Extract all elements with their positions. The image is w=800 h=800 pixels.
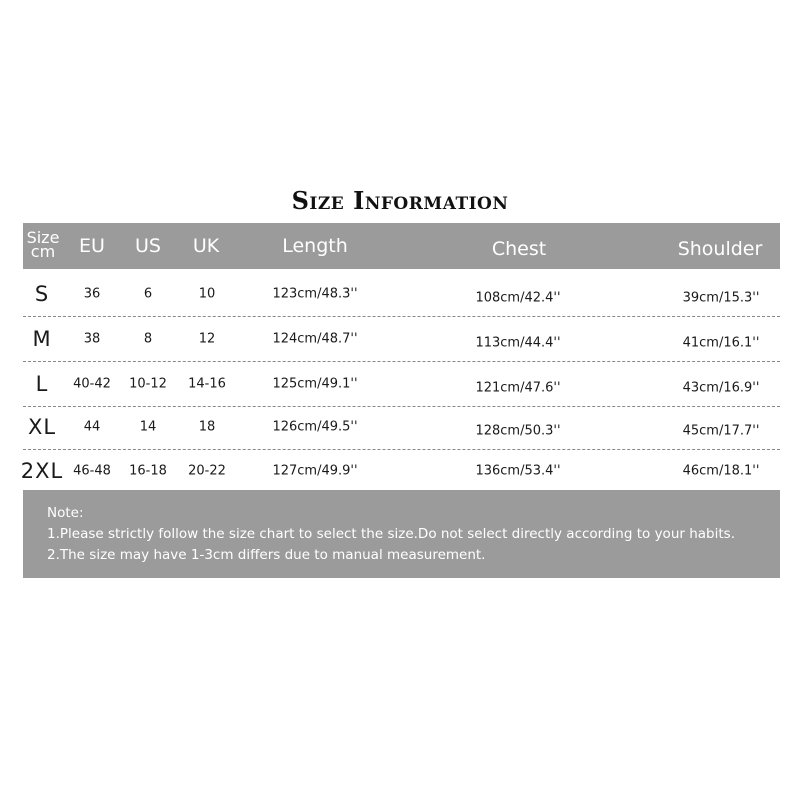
header-cm-label: cm [30, 242, 56, 261]
header-size-label: Size [26, 228, 60, 247]
cell-us: 8 [143, 331, 153, 347]
cell-length: 126cm/49.5'' [272, 419, 358, 435]
cell-length: 125cm/49.1'' [272, 376, 358, 392]
cell-eu: 40-42 [73, 376, 111, 392]
note-heading: Note: [47, 505, 84, 521]
note-line-1: 1.Please strictly follow the size chart to select the size.Do not select directly according to your habits. [47, 526, 735, 542]
header-shoulder: Shoulder [677, 238, 763, 260]
cell-uk: 18 [198, 419, 216, 435]
header-uk: UK [192, 235, 220, 257]
cell-length: 127cm/49.9'' [272, 463, 358, 479]
cell-us: 14 [139, 419, 157, 435]
cell-uk: 14-16 [188, 376, 226, 392]
cell-size: M [32, 327, 52, 351]
cell-eu: 38 [83, 331, 101, 347]
cell-chest: 136cm/53.4'' [475, 463, 561, 479]
table-row [23, 362, 780, 407]
cell-shoulder: 46cm/18.1'' [682, 463, 760, 479]
cell-shoulder: 41cm/16.1'' [682, 335, 760, 351]
cell-chest: 113cm/44.4'' [475, 335, 561, 351]
page-title: Size Information [291, 186, 509, 215]
cell-chest: 108cm/42.4'' [475, 290, 561, 306]
cell-uk: 10 [198, 286, 216, 302]
table-row [23, 272, 780, 317]
table-row [23, 405, 780, 450]
cell-length: 124cm/48.7'' [272, 331, 358, 347]
note-box [23, 490, 780, 578]
table-row [20, 449, 780, 493]
header-length: Length [282, 235, 348, 257]
cell-chest: 128cm/50.3'' [475, 423, 561, 439]
cell-us: 10-12 [129, 376, 167, 392]
cell-eu: 44 [83, 419, 101, 435]
cell-shoulder: 39cm/15.3'' [682, 290, 760, 306]
cell-uk: 20-22 [188, 463, 226, 479]
header-us: US [135, 235, 161, 257]
cell-us: 6 [143, 286, 153, 302]
cell-uk: 12 [198, 331, 216, 347]
cell-chest: 121cm/47.6'' [475, 380, 561, 396]
cell-size: XL [27, 415, 57, 439]
cell-us: 16-18 [129, 463, 167, 479]
cell-shoulder: 45cm/17.7'' [682, 423, 760, 439]
table-row [23, 317, 780, 362]
cell-eu: 46-48 [73, 463, 111, 479]
note-line-2: 2.The size may have 1-3cm differs due to manual measurement. [47, 547, 486, 563]
cell-eu: 36 [83, 286, 101, 302]
table-header [23, 223, 780, 269]
cell-size: L [35, 372, 49, 396]
cell-size: 2XL [20, 459, 64, 483]
cell-shoulder: 43cm/16.9'' [682, 380, 760, 396]
header-chest: Chest [491, 238, 547, 260]
header-eu: EU [79, 235, 105, 257]
cell-size: S [34, 282, 50, 306]
cell-length: 123cm/48.3'' [272, 286, 358, 302]
header-size-cm [21, 228, 65, 261]
